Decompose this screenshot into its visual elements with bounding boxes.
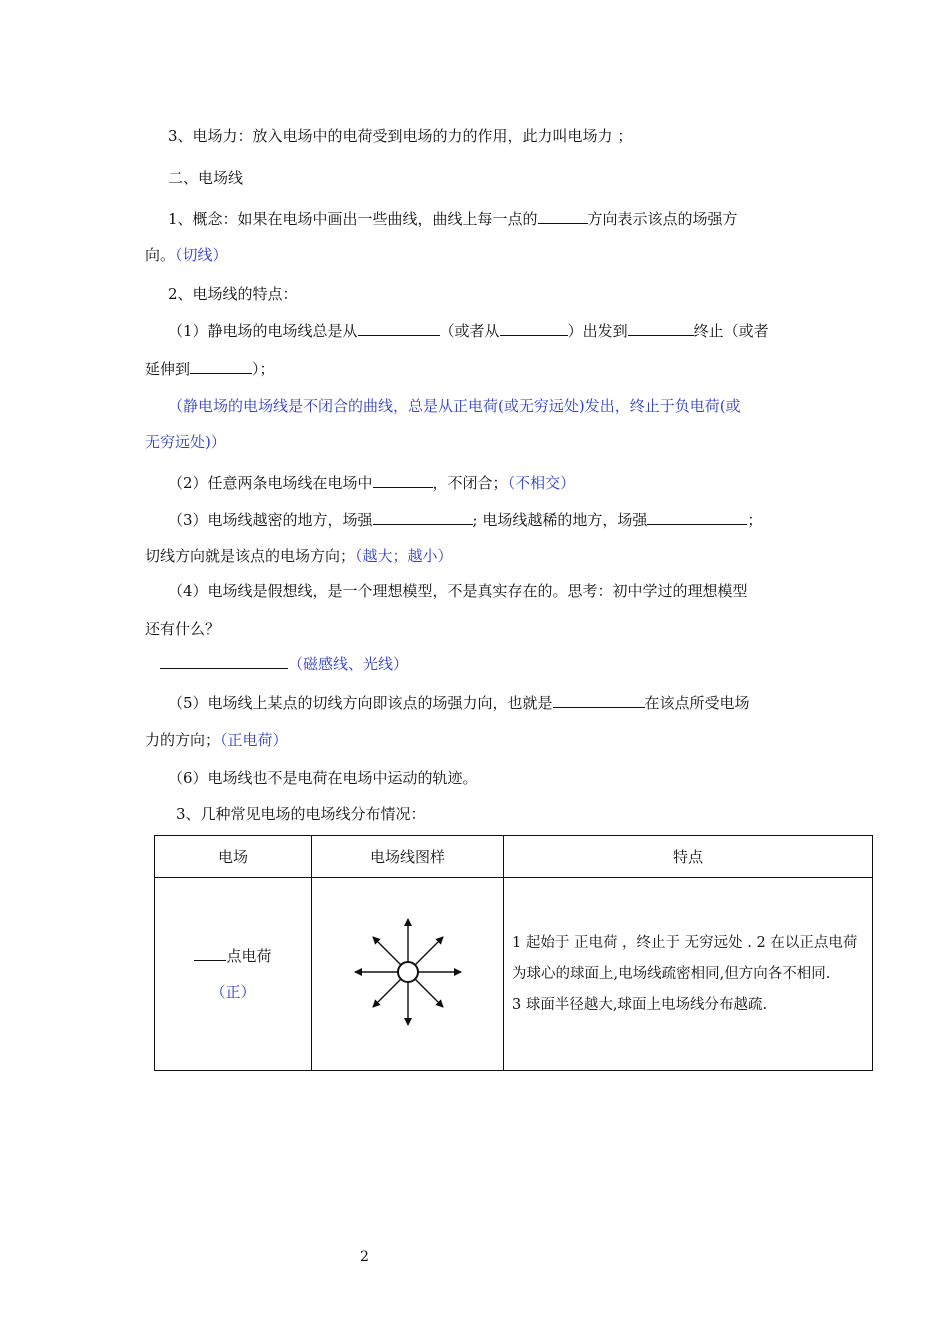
answer-tangent: （切线） [175,246,228,264]
para-feature-5: （5）电场线上某点的切线方向即该点的场强力向，也就是 在该点所受电场 [168,694,750,712]
para-feature-1: （1）静电场的电场线总是从 （或者从 ）出发到 终止（或者 [168,322,769,340]
blank-dense[interactable] [373,509,473,525]
feature-text-2: 3 球面半径越大,球面上电场线分布越疏. [512,996,768,1013]
cell-point-charge [155,878,312,1071]
blank-or-from[interactable] [500,320,568,336]
answer-feature-1-cont: 无穷远处)） [145,433,226,451]
header-features: 特点 [504,836,873,878]
heading-field-line-features: 2、电场线的特点： [168,285,298,303]
para-feature-4: （4）电场线是假想线，是一个理想模型，不是真实存在的。思考：初中学过的理想模型 [168,582,748,600]
para-feature-4-answer [160,653,408,674]
feature-text-1: 1 起始于 正电荷 ，终止于 无穷远处 . 2 在以正点电荷为球心的球面上,电场线疏密相同,但方向各不相同. [512,934,858,982]
header-field: 电场 [155,836,312,878]
answer-positive-charge: （正电荷） [220,731,288,749]
answer-ideal-models: （磁感线、光线） [288,655,409,673]
blank-extend-to[interactable] [190,358,252,374]
point-charge-label: 点电荷 [226,947,272,965]
para-electric-force: 3、电场力：放入电场中的电荷受到电场的力的作用，此力叫电场力 ； [168,127,633,145]
point-charge-field-lines-diagram [338,902,478,1042]
para-concept-2: 向。（切线） [145,246,228,264]
blank-intersect[interactable] [373,472,433,488]
answer-feature-1: （静电场的电场线是不闭合的曲线，总是从正电荷(或无穷远处)发出，终止于负电荷(或 [168,397,741,415]
para-feature-2: （2）任意两条电场线在电场中 ，不闭合；（不相交） [168,474,576,492]
section-heading-field-lines: 二、电场线 [168,169,244,187]
answer-positive: （正） [210,983,256,1001]
blank-ideal-models[interactable] [160,653,288,669]
blank-sparse[interactable] [647,509,747,525]
blank-charge-type[interactable] [553,692,645,708]
field-lines-table [154,835,873,1071]
page-number: 2 [360,1249,369,1265]
heading-common-fields: 3、几种常见电场的电场线分布情况： [176,805,426,823]
cell-pattern [312,878,504,1071]
answer-stronger-weaker: （越大；越小） [355,547,453,565]
para-feature-6: （6）电场线也不是电荷在电场中运动的轨迹。 [168,769,478,787]
para-concept-1: 1、概念：如果在电场中画出一些曲线，曲线上每一点的 方向表示该点的场强方 [168,210,738,228]
answer-no-intersect: （不相交） [507,474,576,492]
blank-to[interactable] [628,320,694,336]
header-pattern: 电场线图样 [312,836,504,878]
para-feature-5-cont: 力的方向；（正电荷） [145,731,288,749]
para-feature-3: （3）电场线越密的地方，场强 ; 电场线越稀的地方，场强 ； [168,511,763,529]
table-header-row [155,836,873,878]
para-feature-1-cont: 延伸到 ）； [145,360,275,378]
table-row [155,878,873,1071]
blank-tangent[interactable] [538,208,588,224]
para-feature-3-cont: 切线方向就是该点的电场方向；（越大；越小） [145,547,453,565]
cell-features [504,878,873,1071]
blank-charge-sign[interactable] [194,945,226,961]
para-feature-4-cont: 还有什么？ [145,620,221,638]
blank-from[interactable] [358,320,440,336]
